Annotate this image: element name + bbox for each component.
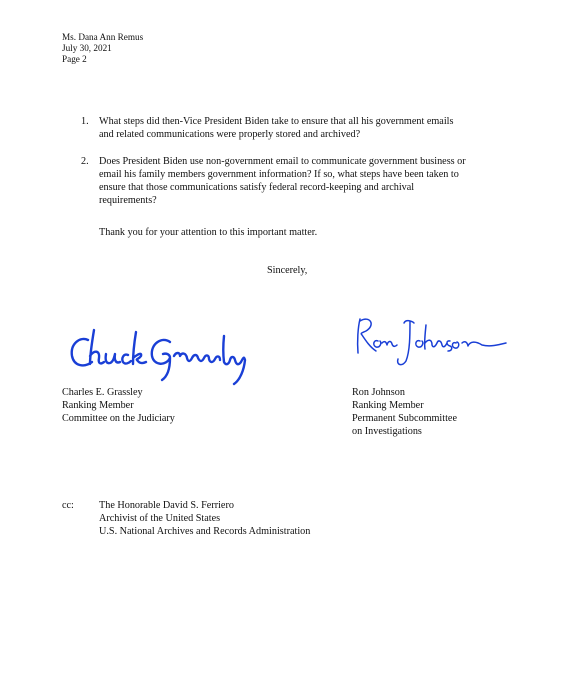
- thanks-paragraph: Thank you for your attention to this important matter.: [99, 227, 318, 238]
- question-number: 1.: [81, 116, 89, 127]
- signer-name: Ron Johnson: [352, 387, 405, 398]
- cc-recipient-line: U.S. National Archives and Records Administration: [99, 526, 311, 537]
- page-number: Page 2: [62, 54, 87, 64]
- question-text-line: What steps did then-Vice President Biden take to ensure that all his government emails: [99, 116, 454, 127]
- signer-name: Charles E. Grassley: [62, 387, 143, 398]
- closing-salutation: Sincerely,: [267, 265, 308, 276]
- letter-header: [62, 32, 143, 65]
- letter-date: July 30, 2021: [62, 43, 112, 53]
- signer-block-johnson: [352, 386, 457, 438]
- cc-recipient-line: Archivist of the United States: [99, 513, 221, 524]
- question-text-line: ensure that those communications satisfy federal record-keeping and archival: [99, 182, 415, 193]
- johnson-signature: [352, 313, 512, 371]
- signer-title: Ranking Member: [62, 400, 134, 411]
- question-number: 2.: [81, 156, 89, 167]
- cc-label: cc:: [62, 500, 74, 511]
- question-list: [81, 115, 521, 221]
- signer-committee: Permanent Subcommittee: [352, 413, 457, 424]
- signer-committee: Committee on the Judiciary: [62, 413, 175, 424]
- question-text-line: email his family members government information? If so, what steps have been taken to: [99, 169, 459, 180]
- cc-recipients: [99, 499, 310, 538]
- signer-committee: on Investigations: [352, 426, 422, 437]
- recipient-name: Ms. Dana Ann Remus: [62, 32, 144, 42]
- grassley-signature: [66, 318, 251, 386]
- cc-recipient-line: The Honorable David S. Ferriero: [99, 500, 234, 511]
- question-text-line: and related communications were properly stored and archived?: [99, 129, 361, 140]
- question-text-line: requirements?: [99, 195, 157, 206]
- question-text-line: Does President Biden use non-government email to communicate government business or: [99, 156, 466, 167]
- signer-title: Ranking Member: [352, 400, 424, 411]
- question-item: [81, 155, 521, 207]
- signer-block-grassley: [62, 386, 175, 425]
- question-item: [81, 115, 521, 141]
